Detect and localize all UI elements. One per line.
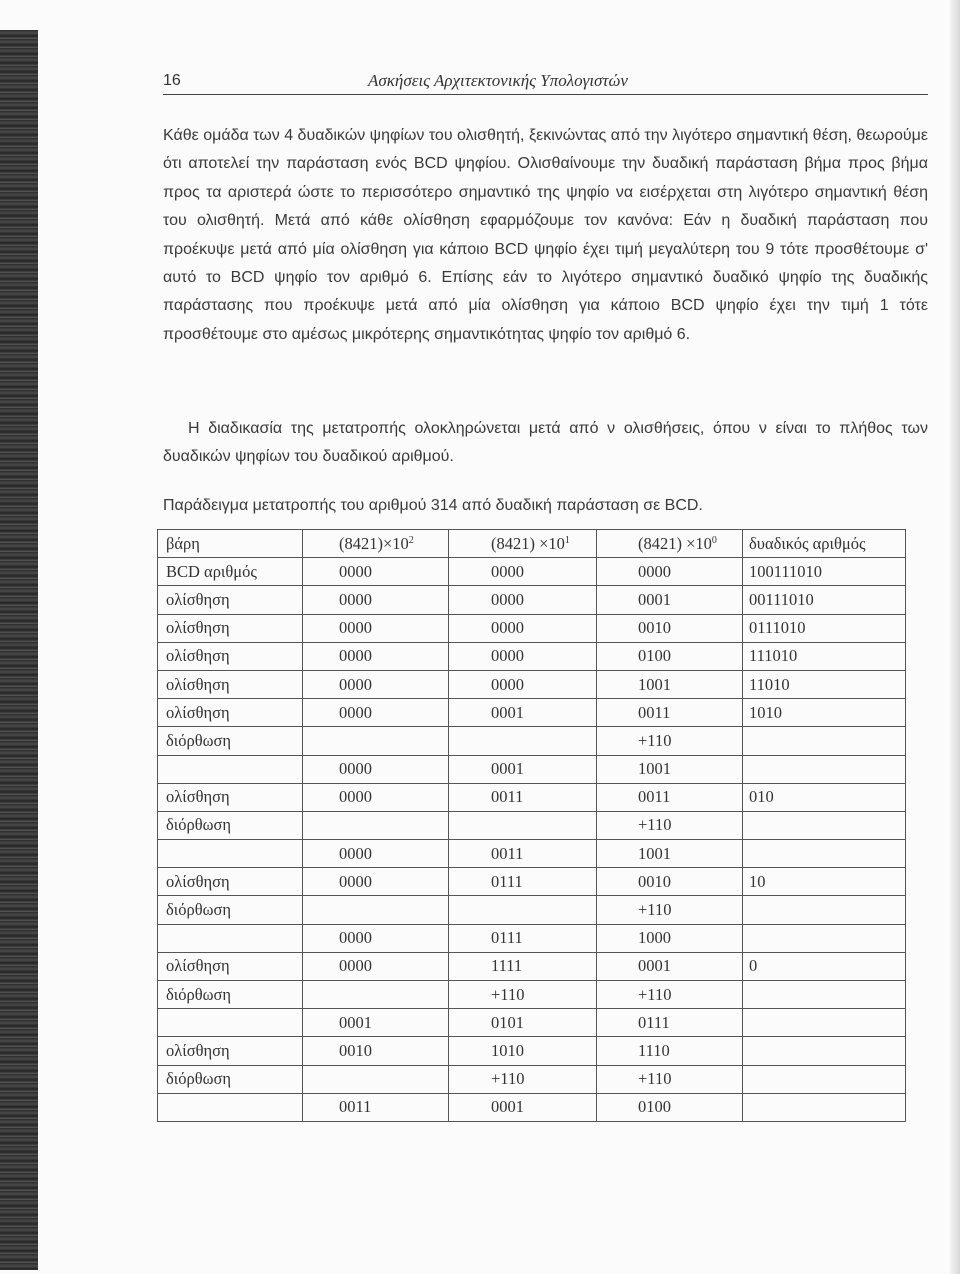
row-label — [158, 924, 303, 952]
bcd-units: 1001 — [597, 840, 743, 868]
table-row — [158, 981, 906, 1009]
bcd-hundreds: 0000 — [303, 699, 449, 727]
table-header-row — [158, 530, 906, 558]
bcd-units: 0011 — [597, 699, 743, 727]
bcd-units: 1001 — [597, 670, 743, 698]
bcd-tens: 0000 — [449, 670, 597, 698]
binary-remaining: 0 — [743, 952, 906, 980]
bcd-hundreds — [303, 811, 449, 839]
bcd-hundreds: 0010 — [303, 1037, 449, 1065]
bcd-tens — [449, 811, 597, 839]
binary-remaining — [743, 1037, 906, 1065]
table-row — [158, 727, 906, 755]
bcd-tens: 1010 — [449, 1037, 597, 1065]
scan-shadow-right — [950, 0, 960, 1274]
bcd-units: 0000 — [597, 558, 743, 586]
bcd-hundreds: 0000 — [303, 670, 449, 698]
bcd-units: +110 — [597, 727, 743, 755]
header-hundreds: $(8421)\times 10^2$ — [303, 530, 449, 558]
bcd-hundreds: 0000 — [303, 614, 449, 642]
bcd-units: 1110 — [597, 1037, 743, 1065]
bcd-units: 1000 — [597, 924, 743, 952]
bcd-units: 0111 — [597, 1009, 743, 1037]
binary-remaining: 10 — [743, 868, 906, 896]
binary-remaining: 1010 — [743, 699, 906, 727]
bcd-tens: 0001 — [449, 699, 597, 727]
binary-remaining — [743, 840, 906, 868]
bcd-units: +110 — [597, 981, 743, 1009]
table-row — [158, 755, 906, 783]
row-label: BCD αριθμός — [158, 558, 303, 586]
bcd-units: 0011 — [597, 783, 743, 811]
binary-remaining — [743, 924, 906, 952]
bcd-tens: 0011 — [449, 840, 597, 868]
scan-shadow-left — [0, 30, 38, 1270]
row-label: ολίσθηση — [158, 783, 303, 811]
header-binary-number: δυαδικός αριθμός — [743, 530, 906, 558]
bcd-units: 1001 — [597, 755, 743, 783]
binary-remaining — [743, 727, 906, 755]
bcd-units: 0100 — [597, 642, 743, 670]
bcd-hundreds — [303, 727, 449, 755]
row-label — [158, 755, 303, 783]
bcd-units: 0100 — [597, 1093, 743, 1121]
bcd-tens: 0111 — [449, 924, 597, 952]
page-number: 16 — [163, 72, 181, 89]
running-title: Ασκήσεις Αρχιτεκτονικής Υπολογιστών — [368, 71, 628, 90]
bcd-tens: 0000 — [449, 558, 597, 586]
bcd-tens: +110 — [449, 981, 597, 1009]
table-row — [158, 1065, 906, 1093]
row-label — [158, 840, 303, 868]
header-units: $(8421) \times 10^0$ — [597, 530, 743, 558]
bcd-hundreds: 0000 — [303, 783, 449, 811]
bcd-hundreds: 0000 — [303, 755, 449, 783]
row-label: ολίσθηση — [158, 699, 303, 727]
row-label: ολίσθηση — [158, 670, 303, 698]
table-row — [158, 896, 906, 924]
bcd-units: +110 — [597, 811, 743, 839]
bcd-tens: 1111 — [449, 952, 597, 980]
binary-remaining — [743, 755, 906, 783]
row-label: διόρθωση — [158, 811, 303, 839]
binary-remaining: 111010 — [743, 642, 906, 670]
row-label — [158, 1009, 303, 1037]
bcd-hundreds: 0011 — [303, 1093, 449, 1121]
bcd-units: +110 — [597, 896, 743, 924]
table-row — [158, 586, 906, 614]
row-label: διόρθωση — [158, 981, 303, 1009]
row-label: διόρθωση — [158, 896, 303, 924]
row-label: διόρθωση — [158, 1065, 303, 1093]
binary-remaining: 11010 — [743, 670, 906, 698]
table-row — [158, 1093, 906, 1121]
table-row — [158, 924, 906, 952]
binary-remaining: 0111010 — [743, 614, 906, 642]
binary-remaining — [743, 811, 906, 839]
table-row — [158, 670, 906, 698]
bcd-units: 0010 — [597, 868, 743, 896]
bcd-units: 0001 — [597, 952, 743, 980]
binary-remaining — [743, 1009, 906, 1037]
bcd-units: +110 — [597, 1065, 743, 1093]
table-row — [158, 642, 906, 670]
bcd-hundreds — [303, 1065, 449, 1093]
bcd-tens: 0000 — [449, 614, 597, 642]
table-row — [158, 783, 906, 811]
bcd-hundreds: 0000 — [303, 868, 449, 896]
bcd-hundreds: 0000 — [303, 924, 449, 952]
bcd-tens: +110 — [449, 1065, 597, 1093]
table-row — [158, 614, 906, 642]
bcd-units: 0001 — [597, 586, 743, 614]
table-row — [158, 868, 906, 896]
bcd-units: 0010 — [597, 614, 743, 642]
table-row — [158, 1009, 906, 1037]
bcd-tens — [449, 896, 597, 924]
row-label: ολίσθηση — [158, 952, 303, 980]
row-label: ολίσθηση — [158, 614, 303, 642]
bcd-tens: 0101 — [449, 1009, 597, 1037]
paragraph-bcd-procedure: Κάθε ομάδα των 4 δυαδικών ψηφίων του ολισθητή, ξεκινώντας από την λιγότερο σημαντική θέση, θεωρούμε ότι αποτελεί την παράσταση ενός BCD ψηφίου. Ολισθαίνουμε την δυαδική παράσταση βήμα προς βήμα προς τα αριστερά ώστε το περισσότερο σημαντικό της ψηφίο να εισέρχεται στη λιγότερο σημαντική θέση του ολισθητή. Μετά από κάθε ολίσθηση εφαρμόζουμε τον κανόνα: Εάν η δυαδική παράσταση που προέκυψε μετά από μία ολίσθηση για κάποιο BCD ψηφίο έχει τιμή μεγαλύτερη του 9 τότε προσθέτουμε σ' αυτό το BCD ψηφίο τον αριθμό 6. Επίσης εάν το λιγότερο σημαντικό δυαδικό ψηφίο της δυαδικής παράστασης που προέκυψε μετά από μία ολίσθηση για κάποιο BCD ψηφίο έχει την τιμή 1 τότε προσθέτουμε στο αμέσως μικρότερης σημαντικότητας ψηφίο τον αριθμό 6. — [163, 127, 928, 343]
row-label: ολίσθηση — [158, 1037, 303, 1065]
binary-remaining: 010 — [743, 783, 906, 811]
bcd-hundreds — [303, 896, 449, 924]
bcd-hundreds: 0000 — [303, 558, 449, 586]
table-row — [158, 558, 906, 586]
example-caption: Παράδειγμα μετατροπής του αριθμού 314 από δυαδική παράσταση σε BCD. — [163, 497, 703, 514]
bcd-hundreds: 0000 — [303, 642, 449, 670]
bcd-tens: 0000 — [449, 586, 597, 614]
binary-remaining — [743, 1093, 906, 1121]
header-weights: βάρη — [158, 530, 303, 558]
bcd-tens: 0001 — [449, 755, 597, 783]
binary-remaining — [743, 981, 906, 1009]
row-label — [158, 1093, 303, 1121]
bcd-tens: 0001 — [449, 1093, 597, 1121]
bcd-tens: 0111 — [449, 868, 597, 896]
bcd-hundreds — [303, 981, 449, 1009]
bcd-hundreds: 0001 — [303, 1009, 449, 1037]
table-row — [158, 699, 906, 727]
row-label: ολίσθηση — [158, 642, 303, 670]
bcd-hundreds: 0000 — [303, 840, 449, 868]
table-row — [158, 952, 906, 980]
table-row — [158, 840, 906, 868]
binary-remaining: 100111010 — [743, 558, 906, 586]
page-header — [163, 70, 928, 95]
bcd-tens — [449, 727, 597, 755]
bcd-tens: 0000 — [449, 642, 597, 670]
header-tens: $(8421) \times 10^1$ — [449, 530, 597, 558]
binary-remaining — [743, 896, 906, 924]
bcd-tens: 0011 — [449, 783, 597, 811]
row-label: διόρθωση — [158, 727, 303, 755]
table-row — [158, 811, 906, 839]
paragraph-completion: Η διαδικασία της μετατροπής ολοκληρώνεται μετά από ν ολισθήσεις, όπου ν είναι το πλήθος των δυαδικών ψηφίων του δυαδικού αριθμού. — [163, 420, 928, 466]
row-label: ολίσθηση — [158, 868, 303, 896]
bcd-hundreds: 0000 — [303, 586, 449, 614]
binary-remaining: 00111010 — [743, 586, 906, 614]
row-label: ολίσθηση — [158, 586, 303, 614]
binary-remaining — [743, 1065, 906, 1093]
table-row — [158, 1037, 906, 1065]
bcd-hundreds: 0000 — [303, 952, 449, 980]
bcd-conversion-table — [157, 529, 906, 1122]
